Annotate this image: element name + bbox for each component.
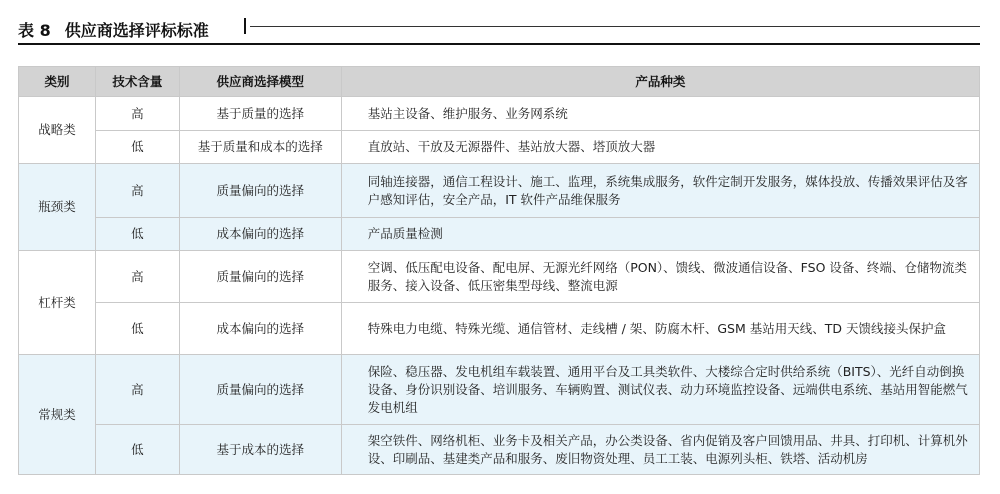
title-underline bbox=[18, 43, 980, 45]
table-number: 表 8 bbox=[18, 21, 51, 40]
model-cell: 基于成本的选择 bbox=[179, 425, 341, 475]
category-cell: 战略类 bbox=[19, 97, 96, 164]
model-cell: 质量偏向的选择 bbox=[179, 251, 341, 303]
tech-cell: 低 bbox=[95, 425, 179, 475]
tech-cell: 高 bbox=[95, 251, 179, 303]
table-title-bar bbox=[18, 14, 980, 44]
model-cell: 基于质量和成本的选择 bbox=[179, 131, 341, 164]
model-cell: 基于质量的选择 bbox=[179, 97, 341, 131]
table-row bbox=[19, 218, 980, 251]
products-cell: 直放站、干放及无源器件、基站放大器、塔顶放大器 bbox=[341, 131, 979, 164]
tech-cell: 高 bbox=[95, 355, 179, 425]
header-product-types: 产品种类 bbox=[341, 67, 979, 97]
title-tick-mark bbox=[244, 18, 246, 34]
tech-cell: 低 bbox=[95, 303, 179, 355]
header-selection-model: 供应商选择模型 bbox=[179, 67, 341, 97]
products-cell: 基站主设备、维护服务、业务网系统 bbox=[341, 97, 979, 131]
category-cell: 瓶颈类 bbox=[19, 164, 96, 251]
table-title-text: 供应商选择评标标准 bbox=[64, 21, 209, 40]
products-cell: 同轴连接器，通信工程设计、施工、监理，系统集成服务，软件定制开发服务，媒体投放、传播效果评估及客户感知评估，安全产品，IT 软件产品维保服务 bbox=[341, 164, 979, 218]
category-cell: 常规类 bbox=[19, 355, 96, 475]
header-row bbox=[19, 67, 980, 97]
table-row bbox=[19, 303, 980, 355]
products-cell: 特殊电力电缆、特殊光缆、通信管材、走线槽 / 架、防腐木杆、GSM 基站用天线、TD 天馈线接头保护盒 bbox=[341, 303, 979, 355]
products-cell: 保险、稳压器、发电机组车载装置、通用平台及工具类软件、大楼综合定时供给系统（BITS）、光纤自动倒换设备、身份识别设备、培训服务、车辆购置、测试仪表、动力环境监控设备、远端供电系统、基站用智能燃气发电机组 bbox=[341, 355, 979, 425]
products-cell: 空调、低压配电设备、配电屏、无源光纤网络（PON）、馈线、微波通信设备、FSO 设备、终端、仓储物流类服务、接入设备、低压密集型母线、整流电源 bbox=[341, 251, 979, 303]
table-title bbox=[18, 18, 209, 41]
category-cell: 杠杆类 bbox=[19, 251, 96, 355]
tech-cell: 高 bbox=[95, 164, 179, 218]
table-row bbox=[19, 131, 980, 164]
model-cell: 成本偏向的选择 bbox=[179, 303, 341, 355]
products-cell: 架空铁件、网络机柜、业务卡及相关产品，办公类设备、省内促销及客户回馈用品、井具、打印机、计算机外设、印刷品、基建类产品和服务、废旧物资处理、员工工装、电源列头柜、铁塔、活动机房 bbox=[341, 425, 979, 475]
model-cell: 成本偏向的选择 bbox=[179, 218, 341, 251]
supplier-selection-table bbox=[18, 66, 980, 475]
model-cell: 质量偏向的选择 bbox=[179, 355, 341, 425]
tech-cell: 高 bbox=[95, 97, 179, 131]
title-rule bbox=[250, 26, 980, 27]
model-cell: 质量偏向的选择 bbox=[179, 164, 341, 218]
table-row bbox=[19, 97, 980, 131]
table-row bbox=[19, 355, 980, 425]
table-row bbox=[19, 164, 980, 218]
table-row bbox=[19, 251, 980, 303]
header-tech-level: 技术含量 bbox=[95, 67, 179, 97]
table-row bbox=[19, 425, 980, 475]
products-cell: 产品质量检测 bbox=[341, 218, 979, 251]
header-category: 类别 bbox=[19, 67, 96, 97]
tech-cell: 低 bbox=[95, 218, 179, 251]
tech-cell: 低 bbox=[95, 131, 179, 164]
